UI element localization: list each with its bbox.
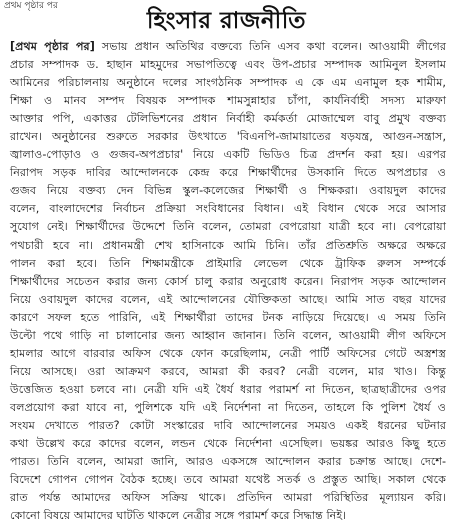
article-line: উত্তেজিত হওয়া চলবে না। নেত্রী যদি এই ধৈর্য ধরার পরামর্শ না দিতেন, ছাত্রছাত্রীদের ওপর [10, 382, 446, 396]
article-line: শিক্ষা ও মানব সম্পদ বিষয়ক সম্পাদক শামসুন্নাহার চাঁপা, কার্যনির্বাহী সদস্য মারুফা [10, 94, 446, 108]
article-line: উল্টো পথে গাড়ি না চালানোর জন্য আহ্বান জানান। তিনি বলেন, আওয়ামী লীগ অফিসে [10, 328, 446, 342]
article-line: বলেন, বাংলাদেশের নির্বাচন প্রক্রিয়া সংবিধানের বিধান। এই বিধান থেকে সরে আসার [10, 202, 446, 216]
article-line: নিয়ে ওবায়দুল কাদের বলেন, এই আন্দোলনের যৌক্তিকতা আছে। আমি সাত বছর যাদের [10, 292, 446, 306]
continuation-tag: [প্রথম পৃষ্ঠার পর] [10, 40, 95, 53]
article-line: কোনো বিষয়ে আমাদের ঘাটতি থাকলে নেত্রীর সঙ্গে পরামর্শ করে সিদ্ধান্ত নিই। [10, 509, 347, 523]
article-line: সংযম দেখাতে পারত? কোটা সংস্কারের দাবি আন্দোলনের সময়ও একই ধরনের ঘটনার [10, 418, 446, 432]
article-line: রাত পর্যন্ত আমাদের অফিস সক্রিয় থাকে। প্রতিদিন আমরা পরিস্থিতির মূল্যায়ন করি। [10, 491, 446, 505]
article-header [0, 0, 453, 36]
article-line: আমিনের পরিচালনায় অনুষ্ঠানে দলের সাংগঠনিক সম্পাদক এ কে এম এনামুল হক শামীম, [10, 76, 446, 90]
article-line: আক্তার পপি, একাত্তর টেলিভিশনের প্রধান নির্বাহী কর্মকর্তা মোজাম্মেল বাবু প্রমুখ বক্তব্য [10, 112, 446, 126]
article-line: কারণে সফল হতে পারিনি, এই শিক্ষার্থীরা তাদের টনক নাড়িয়ে দিয়েছে। এ সময় তিনি [10, 310, 446, 324]
article-line: নিয়ে আসছে। ওরা আক্রমণ করবে, আমরা কী করব? নেত্রী বলেন, মার খাও। কিন্তু [10, 364, 446, 378]
article-line: নিরাপদ সড়ক দাবির আন্দোলনকে কেন্দ্র করে শিক্ষার্থীদের উসকানি দিতে অপপ্রচার ও [10, 166, 446, 180]
article-line: পথচারী হবে না। প্রধানমন্ত্রী শেখ হাসিনাকে আমি চিনি। তাঁর প্রতিশ্রুতি অক্ষরে অক্ষরে [10, 238, 446, 252]
article-line: বলপ্রয়োগ করা যাবে না, পুলিশকে যদি এই নির্দেশনা না দিতেন, তাহলে কি পুলিশ ধৈর্য ও [10, 400, 446, 414]
headline: হিংসার রাজনীতি [146, 7, 307, 34]
article-line [10, 38, 446, 56]
article-line: প্রচার সম্পাদক ড. হাছান মাহমুদের সভাপতিত্বে এবং উপ-প্রচার সম্পাদক আমিনুল ইসলাম [10, 58, 446, 72]
article-line: জ্বালাও-পোড়াও ও গুজব-অপপ্রচার' নিয়ে একটি ভিডিও চিত্র প্রদর্শন করা হয়। এরপর [10, 148, 446, 162]
article-line: গুজব নিয়ে বক্তব্য দেন বিভিন্ন স্কুল-কলেজের শিক্ষার্থী ও শিক্ষকরা। ওবায়দুল কাদের [10, 184, 446, 198]
article-line-text: সভায় প্রধান অতিথির বক্তব্যে তিনি এসব কথা বলেন। আওয়ামী লীগের [94, 40, 446, 53]
article-body [10, 38, 446, 525]
article-line: হামলার আগে বারবার অফিস থেকে ফোন করেছিলাম, নেত্রী পার্টি অফিসের গেটে অস্ত্রশস্ত্র [10, 346, 446, 360]
article-line: পালন করা হবে। তিনি শিক্ষামন্ত্রীকে প্রাইমারি লেভেল থেকে ট্রাফিক রুলস সম্পর্কে [10, 256, 446, 270]
article-line: পারত। তিনি বলেন, আমরা জানি, আরও একসঙ্গে আন্দোলন করার চক্রান্ত আছে। দেশে- [10, 455, 446, 469]
article-line: রাখেন। অনুষ্ঠানের শুরুতে সরকার উৎখাতে 'বিএনপি-জামায়াতের ষড়যন্ত্র, আগুন-সন্ত্রাস, [10, 130, 446, 144]
article-line: বিদেশে গোপন গোপন বৈঠক হচ্ছে। তবে আমরা যথেষ্ট সতর্ক ও প্রস্তুত আছি। সকাল থেকে [10, 473, 446, 487]
article-line: সুযোগ নেই। শিক্ষার্থীদের উদ্দেশে তিনি বলেন, তোমরা বেপরোয়া যাত্রী হবে না। বেপরোয়া [10, 220, 446, 234]
running-head: প্রথম পৃষ্ঠার পর [4, 1, 58, 11]
article-line: শিক্ষার্থীদের সচেতন করার জন্য কোর্স চালু করার অনুরোধ করেন। নিরাপদ সড়ক আন্দোলন [10, 274, 446, 288]
article-line: কথা উল্লেখ করে কাদের বলেন, লন্ডন থেকে নির্দেশনা এসেছিল। ভয়ঙ্কর আরও কিছু হতে [10, 437, 446, 451]
